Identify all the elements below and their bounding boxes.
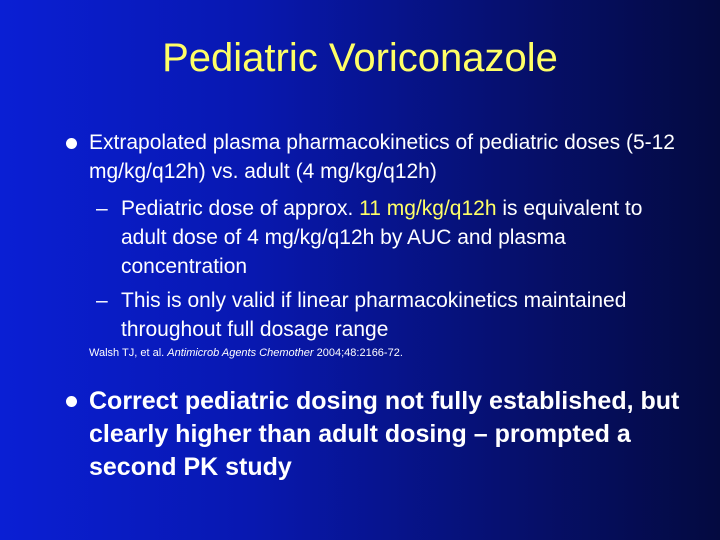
bullet-dot-icon	[66, 138, 77, 149]
sub-bullet-1-highlight: 11 mg/kg/q12h	[359, 197, 497, 220]
sub-bullet-1-before: Pediatric dose of approx.	[121, 197, 360, 220]
bullet-dot-icon	[66, 396, 77, 407]
sub-bullet-1-dash: –	[96, 197, 108, 220]
bullet-2-text: Correct pediatric dosing not fully established, but clearly higher than adult dosing – prompted a second PK study	[89, 387, 680, 481]
sub-bullet-1-text	[121, 194, 681, 281]
sub-bullet-1-after: is equivalent to adult dose of 4 mg/kg/q12h by AUC and plasma concentration	[121, 197, 643, 278]
citation-journal: Antimicrob Agents Chemother	[167, 347, 314, 359]
citation-details: 2004;48:2166-72.	[313, 347, 403, 359]
citation	[89, 346, 403, 360]
sub-bullet-2-dash: –	[96, 289, 108, 312]
bullet-1-text: Extrapolated plasma pharmacokinetics of pediatric doses (5-12 mg/kg/q12h) vs. adult (4 mg/kg/q12h)	[89, 131, 675, 183]
slide-title: Pediatric Voriconazole	[162, 36, 558, 80]
sub-bullet-2-text: This is only valid if linear pharmacokinetics maintained throughout full dosage range	[121, 289, 627, 341]
citation-authors: Walsh TJ, et al.	[89, 347, 168, 359]
